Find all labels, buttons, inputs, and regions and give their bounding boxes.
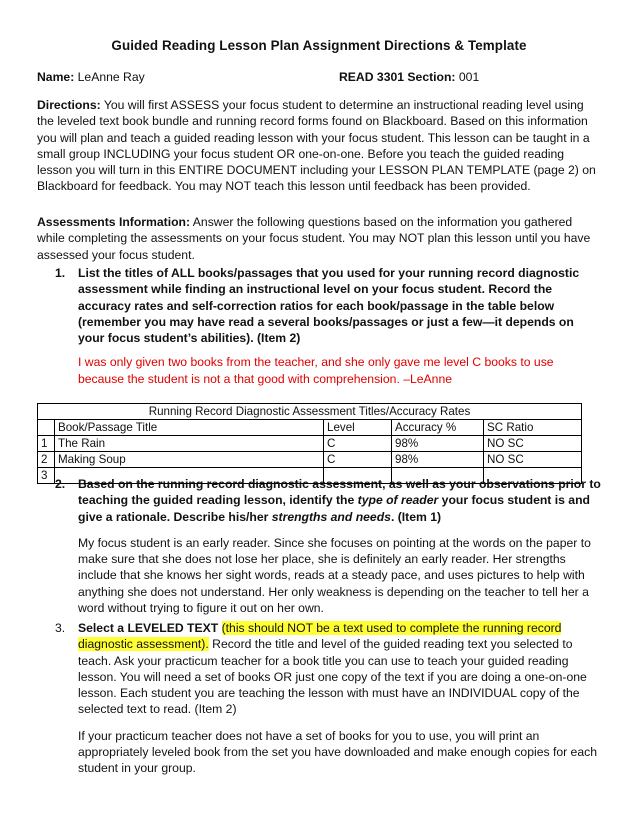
course-label: READ 3301 Section: — [339, 70, 456, 84]
paragraph-text: If your practicum teacher does not have a set of books for you to use, you will print an appropriately leveled book from the set you have downloaded and make enough copies for each student in your group. — [78, 728, 597, 776]
table-caption: Running Record Diagnostic Assessment Titles/Accuracy Rates — [38, 404, 582, 420]
question-text: List the titles of ALL books/passages that you used for your running record diagnostic assessment while finding an instructional level on your focus student. Record the accuracy rates and self-correction ratios for each book/passage in the table below (remember you may have read a several books/passages or just a few—it depends on your focus student’s abilities). (Item 2) — [78, 266, 580, 346]
table-cell: 98% — [392, 436, 484, 452]
table-cell: 98% — [392, 452, 484, 468]
question-part: your focus student is and give a rationale. Describe his/her — [78, 493, 590, 524]
table-header-cell: SC Ratio — [484, 420, 582, 436]
question-rest: Record the title and level of the guided reading text you selected to teach. Ask your practicum teacher for a book title you can use to teach your guided reading lesson. You will need a set of books OR just one copy of the text if you are doing a one-on-one lesson. Each student you are teaching the lesson with must have an INDIVIDUAL copy of the selected text to read. (Item 2) — [78, 637, 587, 717]
section-value: 001 — [458, 70, 480, 84]
running-record-table — [37, 403, 582, 484]
emphasis-text: type of reader — [357, 493, 439, 508]
table-cell: 1 — [38, 436, 55, 452]
course-info — [339, 70, 479, 84]
table-cell: NO SC — [484, 436, 582, 452]
answer-text: My focus student is an early reader. Since she focuses on pointing at the words on the paper to make sure that she does not lose her place, she is definitely an early reader. Her strengths include that she knows her sight words, reads at a steady pace, and uses pictures to help with anything she does not understand. Her only weakness is depending on the teacher to tell her a word without trying to figure it out on her own. — [78, 535, 591, 616]
item-number: 1. — [55, 266, 66, 280]
assessments-label: Assessments Information: — [37, 215, 191, 229]
table-cell: C — [324, 436, 392, 452]
emphasis-text: strengths and needs — [271, 509, 391, 524]
table-header-cell: Book/Passage Title — [55, 420, 324, 436]
table-row — [38, 452, 582, 468]
answer-text: I was only given two books from the teacher, and she only gave me level C books to use because the student is not a that good with comprehension. –LeAnne — [78, 355, 554, 386]
table-header-cell: Accuracy % — [392, 420, 484, 436]
table-header-cell: Level — [324, 420, 392, 436]
assessments-paragraph — [37, 214, 601, 263]
table-cell: 3 — [38, 468, 55, 484]
question-bold: Select a LEVELED TEXT — [78, 621, 219, 635]
name-value: LeAnne Ray — [77, 70, 145, 84]
table-cell: C — [324, 452, 392, 468]
table-cell: 2 — [38, 452, 55, 468]
directions-label: Directions: — [37, 98, 101, 112]
directions-text: You will first ASSESS your focus student to determine an instructional reading level using the leveled text book bundle and running record forms found on Blackboard. Based on this information you will plan and teach a guided reading lesson with your focus student. This lesson can be taught in a small group INCLUDING your focus student OR one-on-one. Before you teach the guided reading lesson you will turn in this ENTIRE DOCUMENT including your LESSON PLAN TEMPLATE (page 2) on Blackboard for feedback. You may NOT teach this lesson until feedback has been provided. — [37, 98, 596, 194]
name-label: Name: — [37, 70, 75, 84]
table-cell: The Rain — [55, 436, 324, 452]
table-cell: Making Soup — [55, 452, 324, 468]
question-text — [78, 620, 601, 718]
item-number: 2. — [55, 477, 66, 491]
page-title: Guided Reading Lesson Plan Assignment Directions & Template — [111, 38, 527, 53]
name-line — [37, 70, 597, 86]
item-number: 3. — [55, 621, 66, 635]
question-part: Based on the running record diagnostic assessment, as well as your observations prior to teaching the guided reading lesson, identify the — [78, 477, 601, 508]
assessments-text: Answer the following questions based on the information you gathered while completing the assessments on your focus student. You may NOT plan this lesson until you have assessed your focus student. — [37, 215, 591, 262]
table-cell: NO SC — [484, 452, 582, 468]
table-header-row — [38, 420, 582, 436]
question-part: . (Item 1) — [390, 509, 442, 524]
table-caption-row — [38, 404, 582, 420]
highlighted-note: (this should NOT be a text used to complete the running record diagnostic assessment). — [78, 621, 562, 652]
directions-paragraph — [37, 97, 601, 195]
table-header-cell — [38, 420, 55, 436]
table-row — [38, 436, 582, 452]
question-text — [78, 476, 601, 525]
